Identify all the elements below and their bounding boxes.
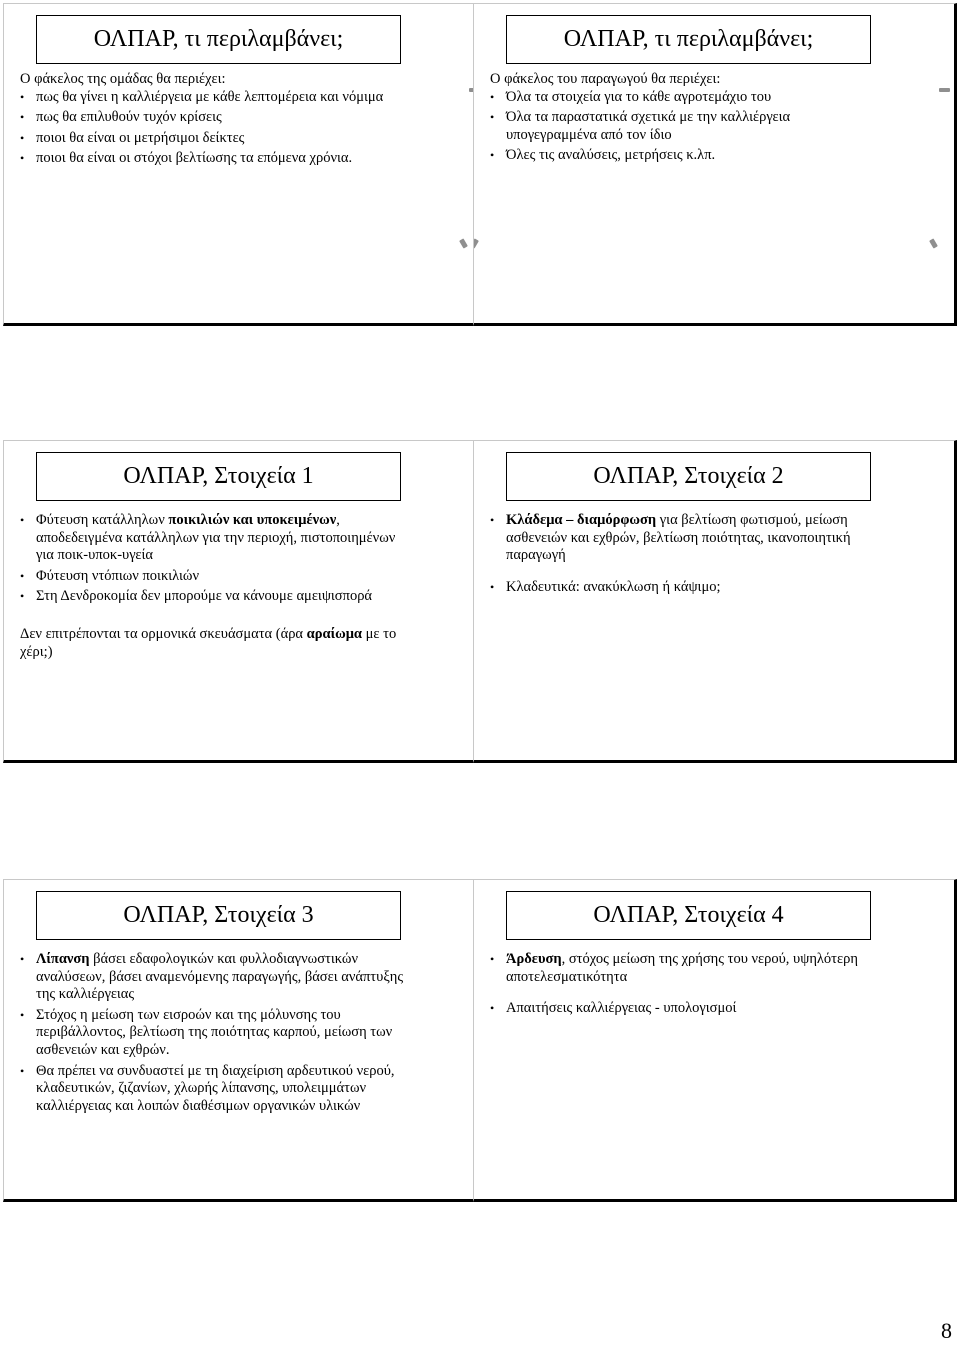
bullet-text: πως θα γίνει η καλλιέργεια με κάθε λεπτομέρεια και νόμιμα — [36, 88, 384, 105]
bullet-icon: • — [20, 589, 25, 604]
bullet-icon: • — [490, 148, 495, 163]
slide-title: ΟΛΠΑΡ, Στοιχεία 3 — [36, 891, 401, 940]
bullet-item — [18, 109, 408, 127]
slide-body — [18, 512, 408, 661]
bullet-text: Όλα τα στοιχεία για το κάθε αγροτεμάχιο του — [506, 88, 772, 105]
bullet-text: Απαιτήσεις καλλιέργειας - υπολογισμοί — [506, 1000, 737, 1017]
bullet-text: ποιοι θα είναι οι στόχοι βελτίωσης τα επόμενα χρόνια. — [36, 150, 353, 167]
paragraph-text: Δεν επιτρέπονται τα ορμονικά σκευάσματα (άρα — [20, 625, 307, 642]
bullet-icon: • — [490, 1001, 495, 1016]
decorative-mark-icon — [473, 238, 479, 248]
bullet-item — [18, 512, 408, 565]
bullet-text: Όλες τις αναλύσεις, μετρήσεις κ.λπ. — [506, 147, 716, 164]
slide-body — [488, 71, 878, 168]
bullet-list — [18, 951, 408, 1115]
bullet-icon: • — [490, 110, 495, 125]
slide-title: ΟΛΠΑΡ, τι περιλαμβάνει; — [36, 15, 401, 64]
slide-title: ΟΛΠΑΡ, Στοιχεία 1 — [36, 452, 401, 501]
bullet-text: Κλαδευτικά: ανακύκλωση ή κάψιμο; — [506, 578, 721, 595]
slide-body — [488, 512, 878, 599]
bullet-item — [488, 89, 878, 107]
bullet-text: , αποδεδειγμένα κατάλληλων για την περιοχή, πιστοποιημένων για ποικ-υποκ-υγεία — [36, 512, 396, 564]
bullet-text: Στόχος η μείωση των εισροών και της μόλυνσης του περιβάλλοντος, βελτίωση της ποιότητας καρπού, μείωση των ασθενειών και εχθρών. — [36, 1006, 393, 1058]
slide-title: ΟΛΠΑΡ, τι περιλαμβάνει; — [506, 15, 871, 64]
bullet-item — [18, 150, 408, 168]
slide-body — [488, 951, 878, 1021]
decorative-mark-icon — [939, 88, 950, 92]
bullet-icon: • — [20, 952, 25, 966]
slide-intro: Ο φάκελος της ομάδας θα περιέχει: — [20, 71, 226, 87]
bullet-text: πως θα επιλυθούν τυχόν κρίσεις — [36, 109, 222, 126]
bullet-item — [18, 89, 408, 107]
slide-intro: Ο φάκελος του παραγωγού θα περιέχει: — [490, 71, 721, 87]
bullet-text: , στόχος μείωση της χρήσης του νερού, υψηλότερη αποτελεσματικότητα — [506, 951, 858, 985]
bullet-text: Όλα τα παραστατικά σχετικά με την καλλιέργεια υπογεγραμμένα από τον ίδιο — [506, 109, 791, 143]
bullet-icon: • — [490, 579, 495, 594]
bullet-item — [488, 1000, 878, 1018]
bullet-icon: • — [20, 568, 25, 583]
slide-6 — [473, 879, 957, 1202]
slide-4 — [473, 440, 957, 763]
slide-1 — [3, 3, 487, 326]
paragraph-text: με το χέρι;) — [20, 625, 397, 660]
paragraph-text-bold: αραίωμα — [306, 625, 363, 642]
slide-body — [18, 951, 408, 1118]
slide-3 — [3, 440, 487, 763]
bullet-item — [18, 588, 408, 606]
bullet-icon: • — [20, 110, 25, 125]
bullet-item — [488, 512, 878, 565]
bullet-text: Θα πρέπει να συνδυαστεί με τη διαχείριση αρδευτικού νερού, κλαδευτικών, ζιζανίων, χλωρής λίπανσης, υπολειμμάτων καλλιέργειας και λοιπών διαθέσιμων οργανικών υλικών — [36, 1062, 395, 1114]
bullet-icon: • — [490, 952, 495, 966]
bullet-item — [18, 568, 408, 586]
decorative-mark-icon — [929, 238, 938, 248]
slide-paragraph — [18, 626, 408, 661]
bullet-text: Στη Δενδροκομία δεν μπορούμε να κάνουμε αμειψισπορά — [36, 588, 373, 605]
bullet-list — [18, 512, 408, 606]
slide-2 — [473, 3, 957, 326]
bullet-item — [18, 951, 408, 1004]
bullet-icon: • — [20, 513, 25, 527]
bullet-text-bold: Άρδευση — [506, 951, 562, 967]
slide-title: ΟΛΠΑΡ, Στοιχεία 2 — [506, 452, 871, 501]
bullet-text-bold: Λίπανση — [36, 951, 90, 967]
decorative-mark-icon — [459, 238, 468, 248]
bullet-item — [488, 951, 878, 986]
slide-5 — [3, 879, 487, 1202]
bullet-text-bold: ποικιλιών και υποκειμένων — [168, 512, 337, 528]
bullet-icon: • — [20, 1007, 25, 1022]
bullet-text: ποιοι θα είναι οι μετρήσιμοι δείκτες — [36, 129, 245, 146]
slide-body — [18, 71, 408, 171]
page-number: 8 — [941, 1318, 952, 1343]
bullet-item — [18, 1063, 408, 1116]
bullet-icon: • — [490, 89, 495, 104]
bullet-text: Φύτευση ντόπιων ποικιλιών — [36, 567, 200, 584]
bullet-item — [18, 130, 408, 148]
bullet-item — [488, 109, 878, 144]
bullet-icon: • — [490, 513, 495, 527]
bullet-icon: • — [20, 151, 25, 166]
slide-title: ΟΛΠΑΡ, Στοιχεία 4 — [506, 891, 871, 940]
bullet-list — [488, 89, 878, 165]
bullet-text-bold: Κλάδεμα – διαμόρφωση — [506, 512, 657, 528]
bullet-item — [488, 147, 878, 165]
bullet-icon: • — [20, 89, 25, 104]
bullet-text: βάσει εδαφολογικών και φυλλοδιαγνωστικών αναλύσεων, βάσει αναμενόμενης παραγωγής, βάσει ανάπτυξης της καλλιέργειας — [36, 951, 404, 1003]
bullet-text: για βελτίωση φωτισμού, μείωση ασθενειών και εχθρών, βελτίωση ποιότητας, ικανοποιητική παραγωγή — [506, 512, 851, 564]
bullet-text: Φύτευση κατάλληλων — [36, 512, 169, 528]
bullet-item — [18, 1007, 408, 1060]
bullet-list — [18, 89, 408, 168]
bullet-icon: • — [20, 130, 25, 145]
bullet-icon: • — [20, 1063, 25, 1078]
bullet-list — [488, 951, 878, 1018]
bullet-item — [488, 579, 878, 597]
bullet-list — [488, 512, 878, 596]
